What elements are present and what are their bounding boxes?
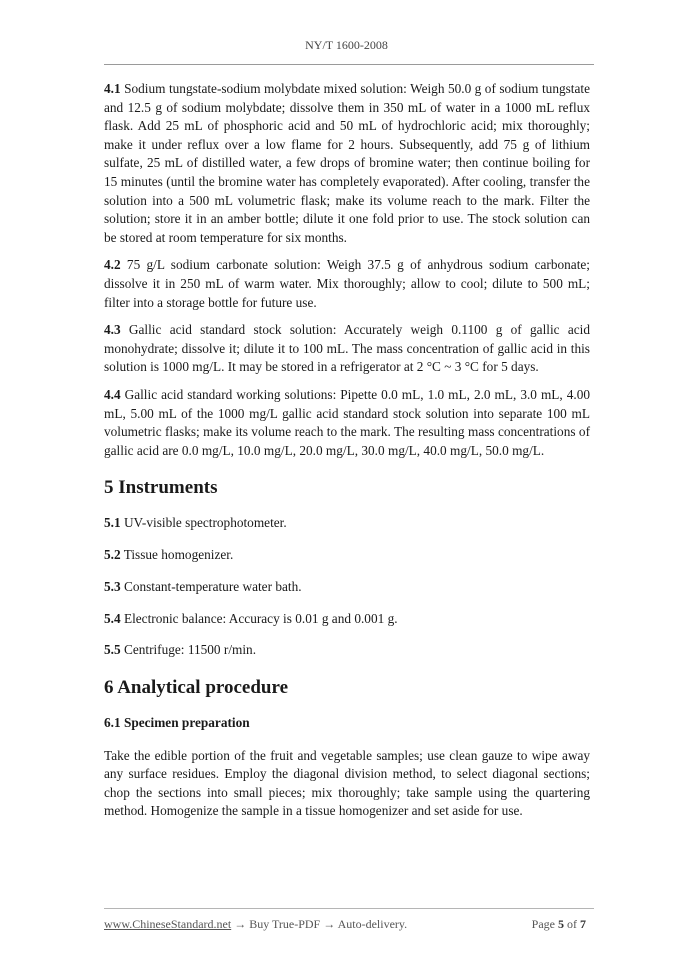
clause-4-2 <box>104 256 590 312</box>
clause-4-3 <box>104 321 590 377</box>
subsection-heading-specimen-preparation: 6.1 Specimen preparation <box>104 715 250 730</box>
auto-delivery-text: Auto-delivery. <box>337 917 408 931</box>
clause-text: Constant-temperature water bath. <box>120 578 302 594</box>
document-body <box>104 80 590 830</box>
footer-promo <box>104 917 407 932</box>
page-label: Page <box>531 917 558 931</box>
arrow-icon: → <box>231 917 250 931</box>
of-label: of <box>564 917 580 931</box>
clause-5-3 <box>104 578 590 597</box>
clause-number: 4.3 <box>104 322 121 338</box>
clause-text: Sodium tungstate-sodium molybdate mixed solution: Weigh 50.0 g of sodium tungstate and 12.5 g of sodium molybdate; dissolve them in 350 mL of water in a 1000 mL reflux flask. Add 25 mL of phosphoric acid and 50 mL of hydrochloric acid; mix thoroughly; make it under reflux over a low flame for 2 hours. Subsequently, add 75 g of lithium sulfate, 25 mL of distilled water, a few drops of bromine water; then continue boiling for 15 minutes (until the bromine water has completely evaporated). After cooling, transfer the solution into a 500 mL volumetric flask; make its volume reach to the mark. Filter the solution; store it in an amber bottle; dilute it one fold prior to use. The stock solution can be stored at room temperature for six months. <box>104 81 590 245</box>
clause-number: 5.1 <box>104 515 121 531</box>
buy-pdf-text: Buy True-PDF <box>249 917 321 931</box>
specimen-preparation-text: Take the edible portion of the fruit and vegetable samples; use clean gauze to wipe away any surface residues. Employ the diagonal division method, to select diagonal sections; chop the sections into small pieces; mix thoroughly; take sample using the quartering method. Homogenize the sample in a tissue homogenizer and set aside for use. <box>104 747 590 819</box>
section-heading-analytical-procedure: 6 Analytical procedure <box>104 677 289 698</box>
page-indicator <box>532 917 586 932</box>
clause-number: 5.2 <box>104 547 121 563</box>
section-heading-instruments: 5 Instruments <box>104 477 218 499</box>
clause-text: Tissue homogenizer. <box>120 547 234 563</box>
clause-text: Gallic acid standard working solutions: Pipette 0.0 mL, 1.0 mL, 2.0 mL, 3.0 mL, 4.00 mL, 5.00 mL of the 1000 mg/L gallic acid standard stock solution into separate 100 mL volumetric flasks; make its volume reach to the mark. The resulting mass concentrations of gallic acid are 0.0 mg/L, 10.0 mg/L, 20.0 mg/L, 30.0 mg/L, 40.0 mg/L, 50.0 mg/L. <box>104 386 590 458</box>
page-number: 5 <box>558 917 564 931</box>
clause-4-4 <box>104 386 590 460</box>
clause-5-1 <box>104 514 590 533</box>
clause-text: Centrifuge: 11500 r/min. <box>120 642 257 658</box>
clause-number: 4.1 <box>104 81 121 96</box>
clause-number: 4.2 <box>104 257 121 273</box>
site-link[interactable]: www.ChineseStandard.net <box>104 917 232 931</box>
clause-text: 75 g/L sodium carbonate solution: Weigh 37.5 g of anhydrous sodium carbonate; dissolve it in 250 mL of warm water. Mix thoroughly; allow to cool; dilute to 500 mL; filter into a storage bottle for future use. <box>104 257 590 310</box>
footer-divider <box>104 908 594 909</box>
clause-text: Electronic balance: Accuracy is 0.01 g and 0.001 g. <box>120 610 398 626</box>
clause-5-2 <box>104 546 590 565</box>
page-header: NY/T 1600-2008 <box>305 38 388 52</box>
clause-5-4 <box>104 610 590 629</box>
page-total: 7 <box>580 917 586 931</box>
clause-number: 5.4 <box>104 610 121 626</box>
clause-number: 5.5 <box>104 642 121 658</box>
clause-5-5 <box>104 641 590 660</box>
clause-number: 5.3 <box>104 578 121 594</box>
clause-text: Gallic acid standard stock solution: Accurately weigh 0.1100 g of gallic acid monohydrate; dissolve it; dilute it to 100 mL. The mass concentration of gallic acid in this solution is 1000 mg/L. It may be stored in a refrigerator at 2 °C ~ 3 °C for 5 days. <box>104 322 590 375</box>
header-divider <box>104 64 594 65</box>
clause-4-1 <box>104 80 590 247</box>
arrow-icon: → <box>320 917 338 931</box>
clause-text: UV-visible spectrophotometer. <box>120 515 287 531</box>
clause-number: 4.4 <box>104 386 121 402</box>
